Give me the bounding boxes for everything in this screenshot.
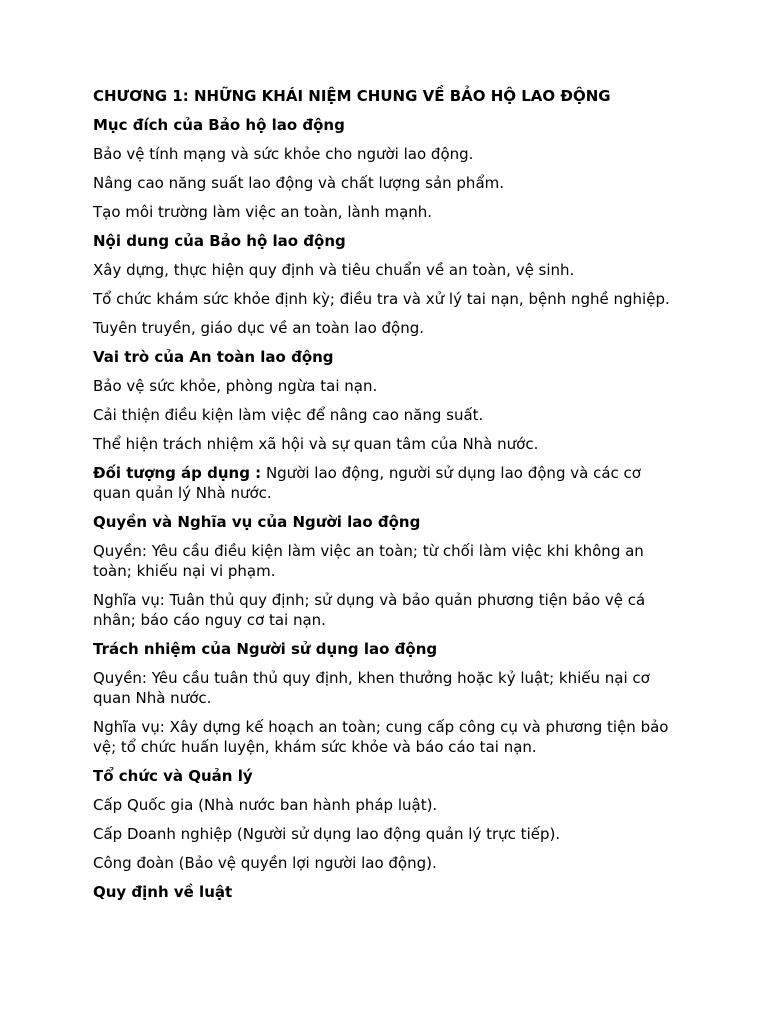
section-heading-purpose: Mục đích của Bảo hộ lao động [93, 116, 345, 134]
list-item: Cấp Quốc gia (Nhà nước ban hành pháp luật). [93, 796, 438, 814]
list-item: Bảo vệ tính mạng và sức khỏe cho người lao động. [93, 145, 474, 163]
list-item: Công đoàn (Bảo vệ quyền lợi người lao động). [93, 854, 437, 872]
section-heading-role: Vai trò của An toàn lao động [93, 348, 334, 366]
section-heading-worker-rights: Quyền và Nghĩa vụ của Người lao động [93, 513, 421, 531]
subject-label: Đối tượng áp dụng : [93, 464, 262, 482]
list-item: Quyền: Yêu cầu tuân thủ quy định, khen thưởng hoặc kỷ luật; khiếu nại cơ quan Nhà nước. [93, 669, 650, 707]
list-item: Cấp Doanh nghiệp (Người sử dụng lao động quản lý trực tiếp). [93, 825, 561, 843]
list-item: Cải thiện điều kiện làm việc để nâng cao năng suất. [93, 406, 484, 424]
section-heading-content: Nội dung của Bảo hộ lao động [93, 232, 346, 250]
list-item: Tuyên truyền, giáo dục về an toàn lao động. [93, 319, 425, 337]
list-item: Quyền: Yêu cầu điều kiện làm việc an toàn; từ chối làm việc khi không an toàn; khiếu nại vi phạm. [93, 542, 644, 580]
list-item: Thể hiện trách nhiệm xã hội và sự quan tâm của Nhà nước. [93, 435, 539, 453]
section-heading-employer-duties: Trách nhiệm của Người sử dụng lao động [93, 640, 438, 658]
list-item: Tổ chức khám sức khỏe định kỳ; điều tra và xử lý tai nạn, bệnh nghề nghiệp. [93, 290, 670, 308]
subject-text: Người lao động, người sử dụng lao động và các cơ quan quản lý Nhà nước. [93, 464, 641, 502]
list-item: Nghĩa vụ: Tuân thủ quy định; sử dụng và bảo quản phương tiện bảo vệ cá nhân; báo cáo nguy cơ tai nạn. [93, 591, 646, 629]
section-heading-law: Quy định về luật [93, 883, 233, 901]
section-heading-organization: Tổ chức và Quản lý [93, 767, 253, 785]
list-item: Bảo vệ sức khỏe, phòng ngừa tai nạn. [93, 377, 378, 395]
subject-paragraph [93, 463, 683, 503]
list-item: Xây dựng, thực hiện quy định và tiêu chuẩn về an toàn, vệ sinh. [93, 261, 575, 279]
list-item: Nâng cao năng suất lao động và chất lượng sản phẩm. [93, 174, 505, 192]
chapter-title: CHƯƠNG 1: NHỮNG KHÁI NIỆM CHUNG VỀ BẢO HỘ LAO ĐỘNG [93, 87, 611, 105]
document-page [93, 86, 683, 911]
list-item: Tạo môi trường làm việc an toàn, lành mạnh. [93, 203, 433, 221]
list-item: Nghĩa vụ: Xây dựng kế hoạch an toàn; cung cấp công cụ và phương tiện bảo vệ; tổ chức huấn luyện, khám sức khỏe và báo cáo tai nạn. [93, 718, 669, 756]
